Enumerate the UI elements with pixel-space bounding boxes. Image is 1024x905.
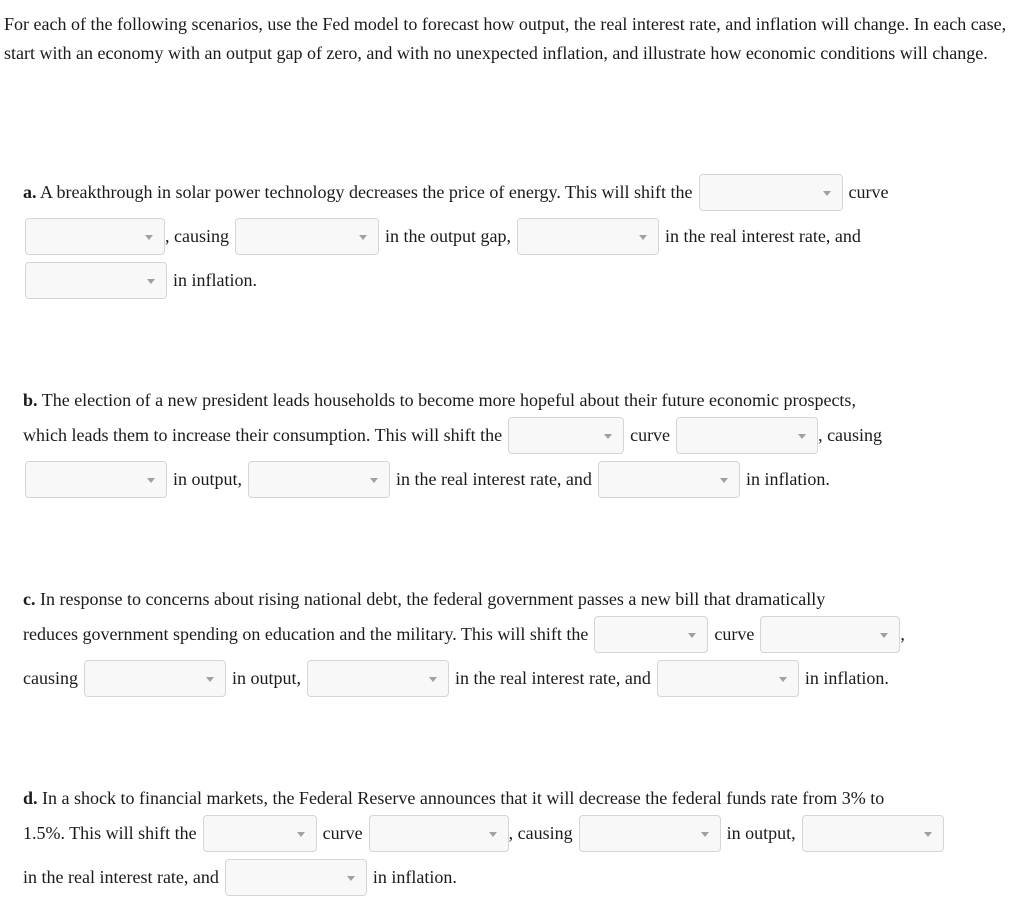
part-a-inflation-dropdown[interactable] [25, 262, 167, 299]
chevron-down-icon [297, 832, 305, 837]
part-c-text-2: reduces government spending on education and the military. This will shift the [23, 624, 589, 644]
part-c-curve-dropdown[interactable] [594, 616, 708, 653]
part-b-label: b. The election of a new president leads households to become more hopeful about their future economic prospects, [23, 390, 856, 410]
part-d-interest-rate-text: in the real interest rate, and [23, 867, 219, 887]
part-b-output-text: in output, [173, 469, 243, 489]
instructions: For each of the following scenarios, use the Fed model to forecast how output, the real interest rate, and inflation will change. In each case, start with an economy with an output gap of zero, and with no unexpected inflation, and illustrate how economic conditions will change. [4, 14, 1007, 63]
part-b-interest-rate-text: in the real interest rate, and [396, 469, 592, 489]
part-c-line-3 [23, 659, 889, 697]
part-a-label: a. A breakthrough in solar power technology decreases the price of energy. This will shift the [23, 182, 693, 202]
part-c-causing-text: causing [23, 668, 78, 688]
part-c-line-1 [23, 580, 825, 618]
part-a-output-gap-dropdown[interactable] [235, 218, 379, 255]
part-d-line-3 [23, 858, 457, 896]
chevron-down-icon [429, 677, 437, 682]
part-c-line-2 [23, 615, 905, 653]
part-d-line-2 [23, 814, 944, 852]
part-a-line-3 [25, 261, 257, 299]
chevron-down-icon [880, 633, 888, 638]
part-d-text-2: 1.5%. This will shift the [23, 823, 197, 843]
part-b-curve-dropdown[interactable] [508, 417, 624, 454]
part-d-curve-text: curve [322, 823, 363, 843]
part-a-inflation-text: in inflation. [173, 270, 257, 290]
part-c-comma-text: , [900, 624, 905, 644]
part-b-direction-dropdown[interactable] [676, 417, 818, 454]
part-a-interest-rate-dropdown[interactable] [517, 218, 659, 255]
part-a-curve-dropdown[interactable] [699, 174, 843, 211]
part-c-direction-dropdown[interactable] [760, 616, 900, 653]
part-b-output-dropdown[interactable] [25, 461, 167, 498]
part-d-interest-rate-dropdown[interactable] [802, 815, 944, 852]
part-d-line-1 [23, 779, 884, 817]
chevron-down-icon [370, 478, 378, 483]
chevron-down-icon [604, 434, 612, 439]
part-b-causing-text: , causing [818, 425, 883, 445]
part-d-output-text: in output, [726, 823, 796, 843]
part-d-inflation-dropdown[interactable] [225, 859, 367, 896]
part-d-inflation-text: in inflation. [372, 867, 457, 887]
part-c-inflation-dropdown[interactable] [657, 660, 799, 697]
chevron-down-icon [147, 478, 155, 483]
chevron-down-icon [147, 279, 155, 284]
part-a-line-1 [23, 173, 888, 211]
chevron-down-icon [206, 677, 214, 682]
chevron-down-icon [720, 478, 728, 483]
part-a-line-2 [25, 217, 861, 255]
part-c-interest-rate-dropdown[interactable] [307, 660, 449, 697]
part-b-inflation-text: in inflation. [745, 469, 830, 489]
part-c-inflation-text: in inflation. [804, 668, 889, 688]
chevron-down-icon [639, 235, 647, 240]
part-c-label: c. In response to concerns about rising national debt, the federal government passes a new bill that dramatically [23, 589, 826, 609]
part-a-direction-dropdown[interactable] [25, 218, 165, 255]
part-d-label: d. In a shock to financial markets, the Federal Reserve announces that it will decrease the federal funds rate from 3% to [23, 788, 885, 808]
part-c-output-dropdown[interactable] [84, 660, 226, 697]
chevron-down-icon [701, 832, 709, 837]
part-a-interest-rate-text: in the real interest rate, and [664, 226, 861, 246]
chevron-down-icon [359, 235, 367, 240]
chevron-down-icon [688, 633, 696, 638]
part-a-curve-text: curve [848, 182, 889, 202]
part-d-causing-text: , causing [508, 823, 573, 843]
part-c-curve-text: curve [714, 624, 755, 644]
part-a-output-gap-text: in the output gap, [384, 226, 511, 246]
chevron-down-icon [823, 191, 831, 196]
chevron-down-icon [798, 434, 806, 439]
part-b-line-3 [25, 460, 830, 498]
part-c-output-text: in output, [231, 668, 301, 688]
part-b-text-2: which leads them to increase their consumption. This will shift the [23, 425, 503, 445]
part-b-inflation-dropdown[interactable] [598, 461, 740, 498]
part-d-curve-dropdown[interactable] [203, 815, 317, 852]
part-d-output-dropdown[interactable] [579, 815, 721, 852]
part-b-line-2 [23, 416, 882, 454]
chevron-down-icon [145, 235, 153, 240]
part-b-interest-rate-dropdown[interactable] [248, 461, 390, 498]
part-c-interest-rate-text: in the real interest rate, and [455, 668, 651, 688]
part-b-line-1 [23, 381, 856, 419]
chevron-down-icon [347, 876, 355, 881]
part-b-curve-text: curve [630, 425, 671, 445]
part-d-direction-dropdown[interactable] [369, 815, 509, 852]
chevron-down-icon [924, 832, 932, 837]
part-a-causing-text: , causing [165, 226, 229, 246]
chevron-down-icon [489, 832, 497, 837]
chevron-down-icon [779, 677, 787, 682]
